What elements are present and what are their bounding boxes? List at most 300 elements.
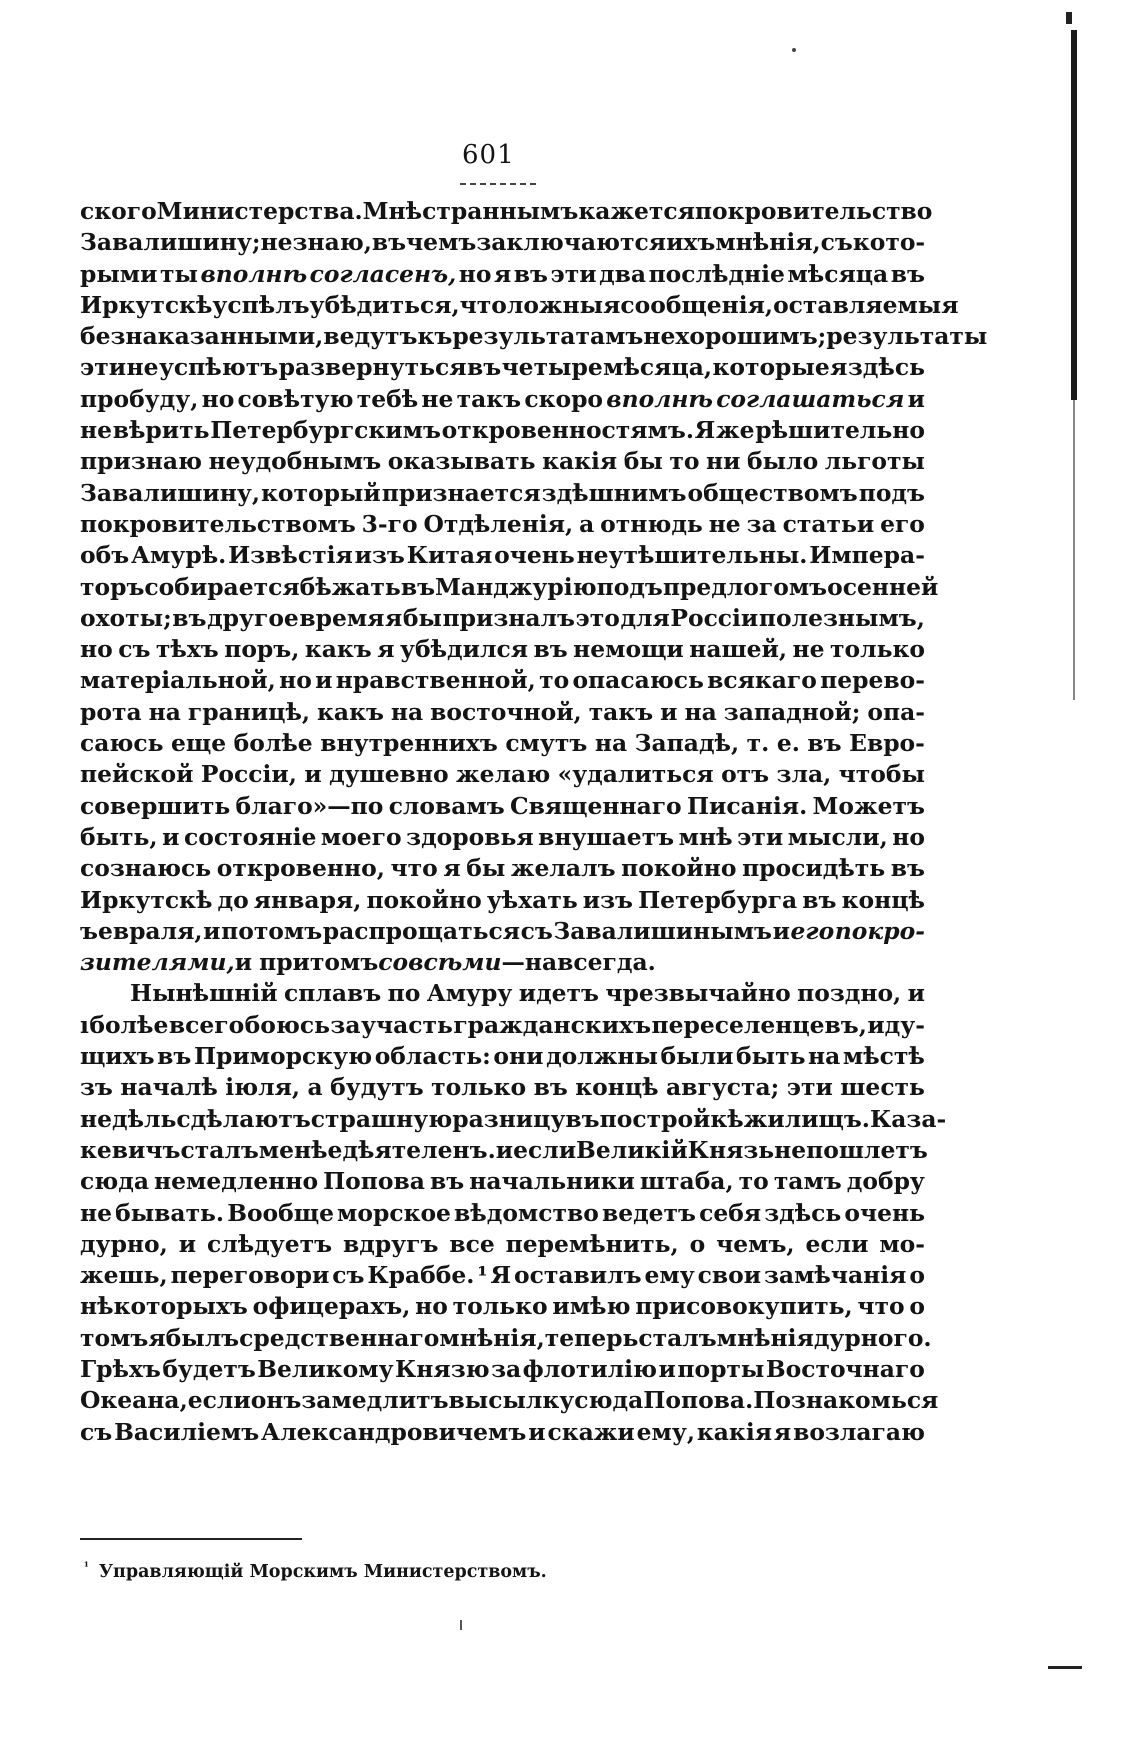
word: неутѣшительны. <box>576 541 808 570</box>
word: въ <box>371 228 407 257</box>
word: просидѣть <box>742 854 886 883</box>
word: льготы <box>824 447 925 476</box>
text-line <box>80 1323 932 1354</box>
word: я <box>148 1323 166 1352</box>
word: что <box>390 854 438 883</box>
word: мѣсяца, <box>603 353 713 382</box>
word: постройкѣ <box>599 1104 744 1133</box>
word: откровенно, <box>216 854 385 883</box>
scan-tick <box>460 1620 462 1630</box>
word: согласенъ, <box>309 259 457 288</box>
word: на <box>808 1042 841 1071</box>
word: замедлитъ <box>301 1386 449 1415</box>
word: Отдѣленія, <box>423 509 574 538</box>
footnote <box>84 1560 547 1582</box>
word: вполнѣ <box>606 384 713 413</box>
word: томъ <box>80 1323 149 1352</box>
word: въ <box>890 259 925 288</box>
word: здоровья <box>406 822 534 851</box>
word: уѣхать <box>486 885 578 914</box>
word: если <box>513 1135 577 1164</box>
word: Вообще <box>227 1198 334 1227</box>
text-line <box>80 1385 939 1416</box>
word: я <box>493 259 512 288</box>
body-text <box>80 196 988 1448</box>
word: это <box>575 603 620 632</box>
word: жешь, <box>80 1261 168 1290</box>
word: другое <box>207 603 299 632</box>
word: мнѣ <box>678 822 733 851</box>
word: желаю <box>456 760 551 789</box>
text-line <box>80 885 925 916</box>
word: здѣшнимъ <box>541 478 687 507</box>
word: о <box>909 1261 925 1290</box>
word: только <box>452 1292 548 1321</box>
word: что <box>857 1292 905 1321</box>
word: здѣсь <box>847 353 925 382</box>
word: въ <box>565 1104 600 1133</box>
word: пробуду, <box>80 384 199 413</box>
word: какія <box>542 447 618 476</box>
text-line <box>80 290 959 321</box>
page-number-rule <box>460 183 536 185</box>
word: въ <box>802 885 837 914</box>
word: ихъ <box>666 228 716 257</box>
word: Иркутскѣ <box>80 290 213 319</box>
text-line <box>80 259 925 290</box>
scan-edge-bar <box>1071 30 1077 400</box>
word: то <box>539 666 570 695</box>
word: ского <box>80 197 157 225</box>
word: нѣкоторыхъ <box>80 1292 248 1321</box>
word: сюда <box>80 1167 149 1196</box>
text-line <box>80 1354 925 1385</box>
word: замѣчанія <box>763 1261 907 1290</box>
word: мѣстѣ <box>842 1042 925 1071</box>
word: Восточнаго <box>765 1354 925 1383</box>
word: Можетъ <box>812 791 925 820</box>
word: послѣдніе <box>648 259 785 288</box>
word: о <box>689 1229 706 1258</box>
word: результаты <box>826 322 988 351</box>
word: мнѣнія, <box>439 1323 545 1352</box>
word: Писанія. <box>686 791 808 820</box>
word: Океана, <box>80 1386 188 1415</box>
word: Завалишинымъ <box>553 916 772 945</box>
word: оставилъ <box>514 1261 642 1290</box>
word: ни <box>706 447 741 476</box>
word: шесть <box>840 1073 925 1102</box>
word: рыми <box>80 259 158 288</box>
word: свои <box>697 1261 762 1290</box>
word: и <box>907 384 925 413</box>
word: убѣдиться, <box>309 290 460 319</box>
word: не <box>708 509 741 538</box>
word: мнѣнія <box>716 1323 814 1352</box>
word: Извѣстія <box>228 541 353 570</box>
word: отъ <box>721 760 770 789</box>
word: желалъ <box>510 854 616 883</box>
word: Приморскую <box>193 1042 373 1071</box>
word: какъ <box>304 635 372 664</box>
footnote-text: Управляющій Морскимъ Министерствомъ. <box>98 1561 547 1582</box>
word: изъ <box>354 541 405 570</box>
word: его <box>880 509 925 538</box>
text-line <box>80 1135 928 1166</box>
text-line <box>80 1166 925 1197</box>
text-line <box>80 665 925 696</box>
word: опа- <box>867 697 925 726</box>
word: и <box>178 1229 197 1258</box>
word: и <box>304 760 322 789</box>
text-line <box>80 853 925 884</box>
word: страннымъ <box>422 197 579 225</box>
word: ¹ <box>477 1261 488 1290</box>
word: Иркутскѣ <box>80 885 213 914</box>
word: границѣ, <box>187 697 311 726</box>
word: только <box>830 635 925 664</box>
word: по <box>387 979 421 1008</box>
word: покровительство <box>694 197 933 225</box>
word: а <box>307 1073 323 1102</box>
word: но <box>458 259 492 288</box>
word: 3-го <box>361 509 418 538</box>
word: покровительствомъ <box>80 509 356 538</box>
word: началѣ <box>120 1073 218 1102</box>
word: какія <box>696 1417 772 1446</box>
word: разницу <box>452 1104 566 1133</box>
word: притомъ <box>259 948 379 977</box>
scan-dash <box>1048 1666 1082 1669</box>
word: четыре <box>501 353 603 382</box>
word: Завалишину; <box>80 228 261 257</box>
word: въ <box>533 635 568 664</box>
word: сдѣлаютъ <box>176 1104 311 1133</box>
word: сюда <box>574 1386 644 1415</box>
word: сознаюсь <box>80 854 212 883</box>
word: Завалишину, <box>80 478 260 507</box>
word: убѣдился <box>400 635 528 664</box>
word: я <box>377 635 395 664</box>
word: поздно, <box>797 979 902 1008</box>
word: кото- <box>852 228 926 257</box>
word: покро- <box>834 916 925 945</box>
text-line <box>80 415 925 446</box>
word: предлогомъ <box>662 572 828 601</box>
word: сталъ <box>638 1323 717 1352</box>
word: щихъ <box>80 1042 155 1071</box>
word: то <box>738 1167 769 1196</box>
word: и <box>495 1135 514 1164</box>
text-line <box>80 196 933 227</box>
word: благо»—по <box>235 791 384 820</box>
word: призналъ <box>442 603 575 632</box>
word: результатамъ <box>452 322 644 351</box>
word: менѣе <box>258 1135 343 1164</box>
word: которые <box>712 353 830 382</box>
word: добру <box>846 1167 925 1196</box>
word: зла, <box>776 760 832 789</box>
text-line <box>80 978 925 1009</box>
word: откровенностямъ. <box>441 416 694 445</box>
word: быть, <box>80 822 158 851</box>
word: Великому <box>257 1354 394 1383</box>
word: Манджурію <box>435 572 597 601</box>
word: присовокупить, <box>635 1292 853 1321</box>
word: теперь <box>544 1323 639 1352</box>
word: Попова <box>323 1167 425 1196</box>
word: подъ <box>858 478 925 507</box>
word: восточной, <box>430 697 582 726</box>
word: если <box>187 1386 251 1415</box>
word: не <box>80 416 113 445</box>
word: высылку <box>448 1386 575 1415</box>
word: іюля, <box>225 1073 301 1102</box>
word: порты <box>677 1354 765 1383</box>
word: концѣ <box>841 885 925 914</box>
word: концѣ <box>575 1073 659 1102</box>
word: тѣхъ <box>155 635 219 664</box>
word: успѣлъ <box>212 290 310 319</box>
word: знаю, <box>292 228 372 257</box>
word: не <box>80 1198 113 1227</box>
word: е. <box>776 729 800 758</box>
word: со <box>378 948 409 977</box>
word: ъевраля, <box>80 916 203 945</box>
word: скажи <box>547 1417 635 1446</box>
word: вѣдомство <box>454 1198 599 1227</box>
word: слѣдуетъ <box>207 1229 333 1258</box>
word: пошлетъ <box>806 1135 928 1164</box>
word: пейской <box>80 760 194 789</box>
word: дѣятеленъ. <box>342 1135 496 1164</box>
word: область: <box>374 1042 491 1071</box>
word: и <box>528 1417 546 1446</box>
word: Александровичемъ <box>261 1417 527 1446</box>
word: Князь <box>687 1135 775 1164</box>
text-line <box>80 1104 947 1135</box>
text-line <box>80 759 925 790</box>
word: морское <box>337 1198 451 1227</box>
word: вѣрить <box>112 416 210 445</box>
word: успѣютъ <box>158 353 279 382</box>
word: зъ <box>80 1073 113 1102</box>
word: не <box>792 635 825 664</box>
word: дурно, <box>80 1229 168 1258</box>
word: Князю <box>395 1354 490 1383</box>
word: зителями, <box>80 948 235 977</box>
word: съ <box>820 228 853 257</box>
word: съ <box>118 635 151 664</box>
word: за <box>491 1354 522 1383</box>
word: съ <box>520 916 553 945</box>
word: эти <box>786 1073 833 1102</box>
word: было <box>747 447 819 476</box>
word: сплавъ <box>283 979 382 1008</box>
word: въ <box>172 603 207 632</box>
word: за <box>330 1010 361 1039</box>
word: признаю <box>80 447 203 476</box>
word: бѣжать <box>299 572 401 601</box>
word: два <box>599 259 647 288</box>
word: еще <box>171 729 227 758</box>
text-line <box>80 634 925 665</box>
word: съ <box>332 1261 365 1290</box>
word: такъ <box>588 697 654 726</box>
word: для <box>620 603 670 632</box>
word: страшную <box>310 1104 453 1133</box>
word: о <box>909 1292 925 1321</box>
text-line <box>80 697 925 728</box>
word: переселенцевъ, <box>651 1010 867 1039</box>
word: флотилію <box>522 1354 658 1383</box>
word: Мнѣ <box>362 197 423 225</box>
text-line <box>80 572 939 603</box>
text-line <box>80 227 925 258</box>
word: соглашаться <box>716 384 905 413</box>
word: бы <box>402 603 442 632</box>
word: состояніе <box>183 822 317 851</box>
word: потомъ <box>221 916 323 945</box>
word: душевно <box>329 760 449 789</box>
page-number: 601 <box>462 140 515 170</box>
word: начальники <box>469 1167 635 1196</box>
word: покойно <box>366 885 482 914</box>
word: будутъ <box>330 1073 424 1102</box>
text-line <box>80 352 925 383</box>
word: ты <box>159 259 198 288</box>
word: кажется <box>578 197 695 225</box>
word: такъ <box>456 384 522 413</box>
word: Импера- <box>809 541 925 570</box>
word: не <box>126 353 159 382</box>
word: Каза- <box>869 1104 947 1133</box>
footnote-marker: ¹ <box>84 1560 89 1573</box>
word: Василіемъ <box>114 1417 260 1446</box>
word: нравственной, <box>335 666 536 695</box>
word: гражданскихъ <box>453 1010 652 1039</box>
word: въ <box>890 854 925 883</box>
word: должны <box>546 1042 658 1071</box>
word: бы <box>466 854 506 883</box>
word: до <box>217 885 249 914</box>
word: Амурѣ. <box>131 541 227 570</box>
word: въ <box>807 729 842 758</box>
word: въ <box>533 1073 568 1102</box>
word: Амуру <box>426 979 513 1008</box>
scan-dot <box>792 48 796 52</box>
word: средственнаго <box>239 1323 440 1352</box>
word: болѣе <box>233 729 313 758</box>
word: переговори <box>170 1261 330 1290</box>
word: эти <box>80 353 127 382</box>
word: объ <box>80 541 130 570</box>
word: но <box>279 666 312 695</box>
word: нашей, <box>689 635 788 664</box>
word: изъ <box>582 885 634 914</box>
word: немощи <box>573 635 684 664</box>
word: на <box>594 729 628 758</box>
scan-mark-top <box>1066 12 1072 24</box>
word: я <box>385 603 403 632</box>
word: внутреннихъ <box>320 729 498 758</box>
word: его <box>790 916 835 945</box>
word: подъ <box>596 572 663 601</box>
word: всего <box>168 1010 245 1039</box>
word: чемъ <box>406 228 477 257</box>
word: вполнѣ <box>200 259 308 288</box>
scan-edge-line <box>1073 400 1075 700</box>
word: мо- <box>879 1229 925 1258</box>
word: поръ, <box>224 635 300 664</box>
word: торъ <box>80 572 145 601</box>
word: признается <box>381 478 541 507</box>
word: только <box>431 1073 527 1102</box>
text-line <box>80 321 988 352</box>
word: оказывать <box>387 447 536 476</box>
word: были <box>660 1042 734 1071</box>
word: эти <box>737 822 784 851</box>
word: рѣшительно <box>755 416 925 445</box>
word: опасаюсь <box>572 666 704 695</box>
word: и <box>660 697 678 726</box>
word: имѣю <box>552 1292 631 1321</box>
word: безнаказанными, <box>80 322 324 351</box>
text-line <box>80 478 925 509</box>
word: сообщенія, <box>620 290 774 319</box>
word: Великій <box>576 1135 688 1164</box>
text-line <box>80 603 925 634</box>
word: Нынѣшній <box>130 979 278 1008</box>
word: я <box>773 1417 792 1446</box>
word: боюсь <box>244 1010 330 1039</box>
word: ложныя <box>506 290 621 319</box>
word: Петербурга <box>638 885 798 914</box>
word: т. <box>746 729 770 758</box>
word: очень <box>494 541 575 570</box>
word: собирается <box>144 572 300 601</box>
word: покойно <box>621 854 737 883</box>
word: внушаетъ <box>538 822 675 851</box>
word: время <box>299 603 385 632</box>
word: болѣе <box>89 1010 169 1039</box>
word: бывать. <box>115 1198 225 1227</box>
word: но <box>415 1292 448 1321</box>
word: Россіи <box>670 603 759 632</box>
word: и <box>772 916 790 945</box>
word: Китая <box>406 541 493 570</box>
word: къ <box>417 322 453 351</box>
word: на <box>148 697 181 726</box>
word: здѣсь <box>764 1198 842 1227</box>
word: ему, <box>636 1417 695 1446</box>
text-line <box>80 791 925 822</box>
word: не <box>774 1135 807 1164</box>
word: который <box>260 478 381 507</box>
word: Краббе. <box>367 1261 475 1290</box>
word: заключаются <box>476 228 667 257</box>
word: вдругъ <box>342 1229 439 1258</box>
word: не <box>260 228 293 257</box>
word: не <box>421 384 454 413</box>
word: будетъ <box>162 1354 256 1383</box>
word: и <box>907 979 925 1008</box>
word: быть <box>736 1042 806 1071</box>
word: ведутъ <box>323 322 418 351</box>
text-line <box>80 1198 925 1229</box>
text-line <box>80 947 925 978</box>
word: ı <box>80 1010 89 1039</box>
